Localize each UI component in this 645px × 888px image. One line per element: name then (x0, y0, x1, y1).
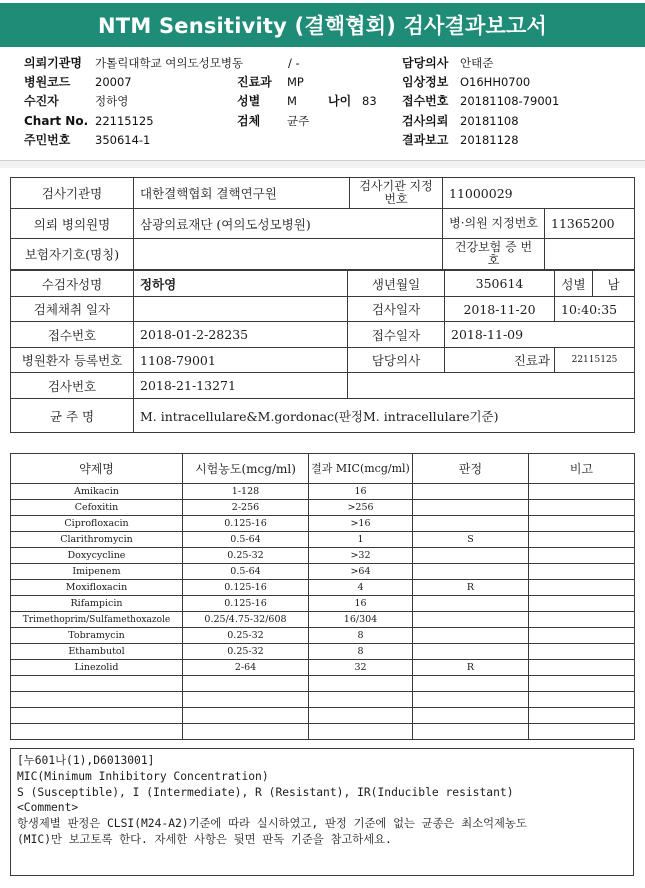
resident-label: 주민번호 (24, 133, 71, 147)
req-hospital-label: 의뢰 병의원명 (11, 209, 134, 239)
chart-label: Chart No. (24, 114, 89, 128)
comment-mic-definition: MIC(Minimum Inhibitory Concentration) (17, 769, 269, 783)
collect-date-label: 검체채취 일자 (11, 297, 134, 322)
doctor-label: 담당의사 (348, 348, 445, 373)
test-date-label: 검사일자 (348, 297, 445, 322)
table-row (11, 484, 635, 500)
interp-cell: S (413, 532, 529, 548)
specimen-label: 검체 (237, 114, 261, 128)
table-row (11, 564, 635, 580)
receipt-date-label: 접수일자 (348, 322, 445, 348)
mic-cell (309, 724, 413, 740)
mic-cell: 16/304 (309, 612, 413, 628)
exam-designation-label: 검사기관 지정번호 (350, 178, 443, 209)
drug-name-cell (11, 724, 183, 740)
strain-label: 균 주 명 (11, 399, 134, 433)
table-row (11, 644, 635, 660)
range-cell: 0.5-64 (183, 564, 309, 580)
reg-no-label: 병원환자 등록번호 (11, 348, 134, 373)
interp-cell (413, 612, 529, 628)
report-label: 결과보고 (402, 133, 449, 147)
age-label: 나이 (328, 94, 352, 108)
header-note: 비고 (529, 454, 635, 484)
interp-cell (413, 500, 529, 516)
drug-name-cell: Clarithromycin (11, 532, 183, 548)
clinic-label: 진료과 (445, 348, 555, 373)
range-cell: 0.125-16 (183, 516, 309, 532)
birth-label: 생년월일 (348, 271, 445, 297)
header-range: 시험농도(mcg/ml) (183, 454, 309, 484)
table-row (11, 596, 635, 612)
note-cell (529, 644, 635, 660)
interp-cell (413, 676, 529, 692)
table-row (11, 532, 635, 548)
range-cell: 0.25-32 (183, 644, 309, 660)
specimen-value: 균주 (287, 114, 310, 128)
header-mic: 결과 MIC(mcg/ml) (309, 454, 413, 484)
drug-table (10, 453, 635, 740)
table-row (11, 660, 635, 676)
drug-name-cell: Rifampicin (11, 596, 183, 612)
table-row (11, 692, 635, 708)
interp-cell: R (413, 580, 529, 596)
drug-name-cell: Linezolid (11, 660, 183, 676)
note-cell (529, 548, 635, 564)
note-cell (529, 580, 635, 596)
interp-cell (413, 596, 529, 612)
note-cell (529, 484, 635, 500)
range-cell: 0.125-16 (183, 596, 309, 612)
drug-name-cell: Amikacin (11, 484, 183, 500)
req-hospital-value: 삼광의료재단 (여의도성모병원) (134, 209, 443, 239)
receipt-no-value: 2018-01-2-28235 (134, 322, 348, 348)
drug-name-cell: Imipenem (11, 564, 183, 580)
drug-name-cell: Tobramycin (11, 628, 183, 644)
range-cell: 0.25/4.75-32/608 (183, 612, 309, 628)
mic-cell: 8 (309, 628, 413, 644)
comment-text-1: 항생제별 판정은 CLSI(M24-A2)기준에 따라 실시하였고, 판정 기준에 없는 균종은 최소억제농도 (17, 817, 527, 831)
table-row (11, 580, 635, 596)
note-cell (529, 612, 635, 628)
reception-label: 접수번호 (402, 94, 449, 108)
age-value: 83 (362, 94, 377, 108)
note-cell (529, 628, 635, 644)
drug-name-cell: Ethambutol (11, 644, 183, 660)
drug-name-cell: Doxycycline (11, 548, 183, 564)
patient-info-table (10, 270, 635, 433)
comment-heading: <Comment> (17, 801, 79, 815)
table-row (11, 612, 635, 628)
health-card-value (545, 239, 635, 270)
note-cell (529, 564, 635, 580)
note-cell (529, 532, 635, 548)
interp-cell (413, 548, 529, 564)
table-row (11, 548, 635, 564)
drug-name-cell: Moxifloxacin (11, 580, 183, 596)
range-cell (183, 676, 309, 692)
interp-cell (413, 724, 529, 740)
mic-cell: >256 (309, 500, 413, 516)
institution-label: 의뢰기관명 (24, 56, 82, 70)
receipt-date-value: 2018-11-09 (445, 322, 635, 348)
chart-value: 22115125 (95, 114, 154, 128)
comment-code: [누601나(1),D6013001] (17, 754, 155, 767)
range-cell: 1-128 (183, 484, 309, 500)
note-cell (529, 596, 635, 612)
mic-cell (309, 676, 413, 692)
mic-cell: 32 (309, 660, 413, 676)
doctor-label: 담당의사 (402, 56, 449, 70)
hospital-designation-label: 병·의원 지정번호 (443, 209, 545, 239)
table-row (11, 676, 635, 692)
gender-value: 남 (593, 271, 635, 297)
interp-cell (413, 628, 529, 644)
interp-cell (413, 484, 529, 500)
mic-cell: >64 (309, 564, 413, 580)
test-time-value: 10:40:35 (555, 297, 635, 322)
range-cell: 0.125-16 (183, 580, 309, 596)
resident-value: 350614-1 (95, 133, 151, 147)
mic-cell: 16 (309, 484, 413, 500)
drug-name-cell: Trimethoprim/Sulfamethoxazole (11, 612, 183, 628)
mic-cell: 4 (309, 580, 413, 596)
patient-name-value: 정하영 (134, 271, 348, 297)
health-card-label: 건강보험 증 번 호 (443, 239, 545, 270)
interp-cell (413, 564, 529, 580)
insurance-label: 보험자기호(명칭) (11, 239, 134, 270)
range-cell: 0.25-32 (183, 628, 309, 644)
table-row (11, 500, 635, 516)
sex-value: M (287, 94, 297, 108)
patient-label: 수진자 (24, 94, 59, 108)
report-title: NTM Sensitivity (결핵협회) 검사결과보고서 (0, 3, 645, 47)
comment-legend: S (Susceptible), I (Intermediate), R (Resistant), IR(Inducible resistant) (17, 785, 514, 799)
drug-name-cell: Ciprofloxacin (11, 516, 183, 532)
reception-value: 20181108-79001 (460, 94, 560, 108)
interp-cell (413, 644, 529, 660)
clinical-label: 임상정보 (402, 75, 449, 89)
receipt-no-label: 접수번호 (11, 322, 134, 348)
institution-slash: / - (288, 56, 300, 70)
interp-cell (413, 692, 529, 708)
mic-cell: 1 (309, 532, 413, 548)
doctor-value: 안태준 (460, 56, 494, 70)
table-row (11, 628, 635, 644)
interp-cell (413, 708, 529, 724)
section-divider (0, 160, 645, 168)
comment-text-2: (MIC)만 보고토록 한다. 자세한 사항은 뒷면 판독 기준을 참고하세요. (17, 832, 392, 846)
request-value: 20181108 (460, 114, 519, 128)
mic-cell: 8 (309, 644, 413, 660)
mic-cell: >32 (309, 548, 413, 564)
table-row (11, 516, 635, 532)
patient-value: 정하영 (95, 94, 129, 108)
patient-name-label: 수검자성명 (11, 271, 134, 297)
range-cell (183, 724, 309, 740)
table-row (11, 708, 635, 724)
exam-org-value: 대한결핵협회 결핵연구원 (134, 178, 350, 209)
clinic-value: 22115125 (555, 348, 635, 373)
hospital-code-value: 20007 (95, 75, 132, 89)
test-no-blank (348, 373, 635, 399)
clinical-value: O16HH0700 (460, 75, 531, 89)
drug-name-cell (11, 676, 183, 692)
report-value: 20181128 (460, 133, 519, 147)
strain-value: M. intracellulare&M.gordonac(판정M. intracellulare기준) (134, 399, 635, 433)
test-no-label: 검사번호 (11, 373, 134, 399)
range-cell: 0.5-64 (183, 532, 309, 548)
birth-value: 350614 (445, 271, 555, 297)
reg-no-value: 1108-79001 (134, 348, 348, 373)
hospital-designation-value: 11365200 (545, 209, 635, 239)
note-cell (529, 516, 635, 532)
exam-org-label: 검사기관명 (11, 178, 134, 209)
gender-label: 성별 (555, 271, 593, 297)
mic-cell (309, 708, 413, 724)
note-cell (529, 676, 635, 692)
mic-cell (309, 692, 413, 708)
note-cell (529, 660, 635, 676)
test-date-value: 2018-11-20 (445, 297, 555, 322)
mic-cell: >16 (309, 516, 413, 532)
hospital-code-label: 병원코드 (24, 75, 71, 89)
institution-value: 가톨릭대학교 여의도성모병동 (95, 56, 244, 70)
interp-cell (413, 516, 529, 532)
note-cell (529, 500, 635, 516)
header-drug: 약제명 (11, 454, 183, 484)
insurance-value (134, 239, 443, 270)
note-cell (529, 692, 635, 708)
header-interp: 판정 (413, 454, 529, 484)
mic-cell: 16 (309, 596, 413, 612)
range-cell: 2-256 (183, 500, 309, 516)
sex-label: 성별 (237, 94, 261, 108)
exam-designation-value: 11000029 (443, 178, 635, 209)
test-no-value: 2018-21-13271 (134, 373, 348, 399)
note-cell (529, 724, 635, 740)
range-cell: 0.25-32 (183, 548, 309, 564)
table-row (11, 724, 635, 740)
note-cell (529, 708, 635, 724)
department-value: MP (287, 75, 304, 89)
comment-box (10, 748, 634, 876)
exam-info-table (10, 177, 635, 270)
collect-date-value (134, 297, 348, 322)
range-cell: 2-64 (183, 660, 309, 676)
request-label: 검사의뢰 (402, 114, 449, 128)
department-label: 진료과 (237, 75, 272, 89)
interp-cell: R (413, 660, 529, 676)
drug-name-cell: Cefoxitin (11, 500, 183, 516)
range-cell (183, 708, 309, 724)
drug-name-cell (11, 708, 183, 724)
drug-name-cell (11, 692, 183, 708)
range-cell (183, 692, 309, 708)
